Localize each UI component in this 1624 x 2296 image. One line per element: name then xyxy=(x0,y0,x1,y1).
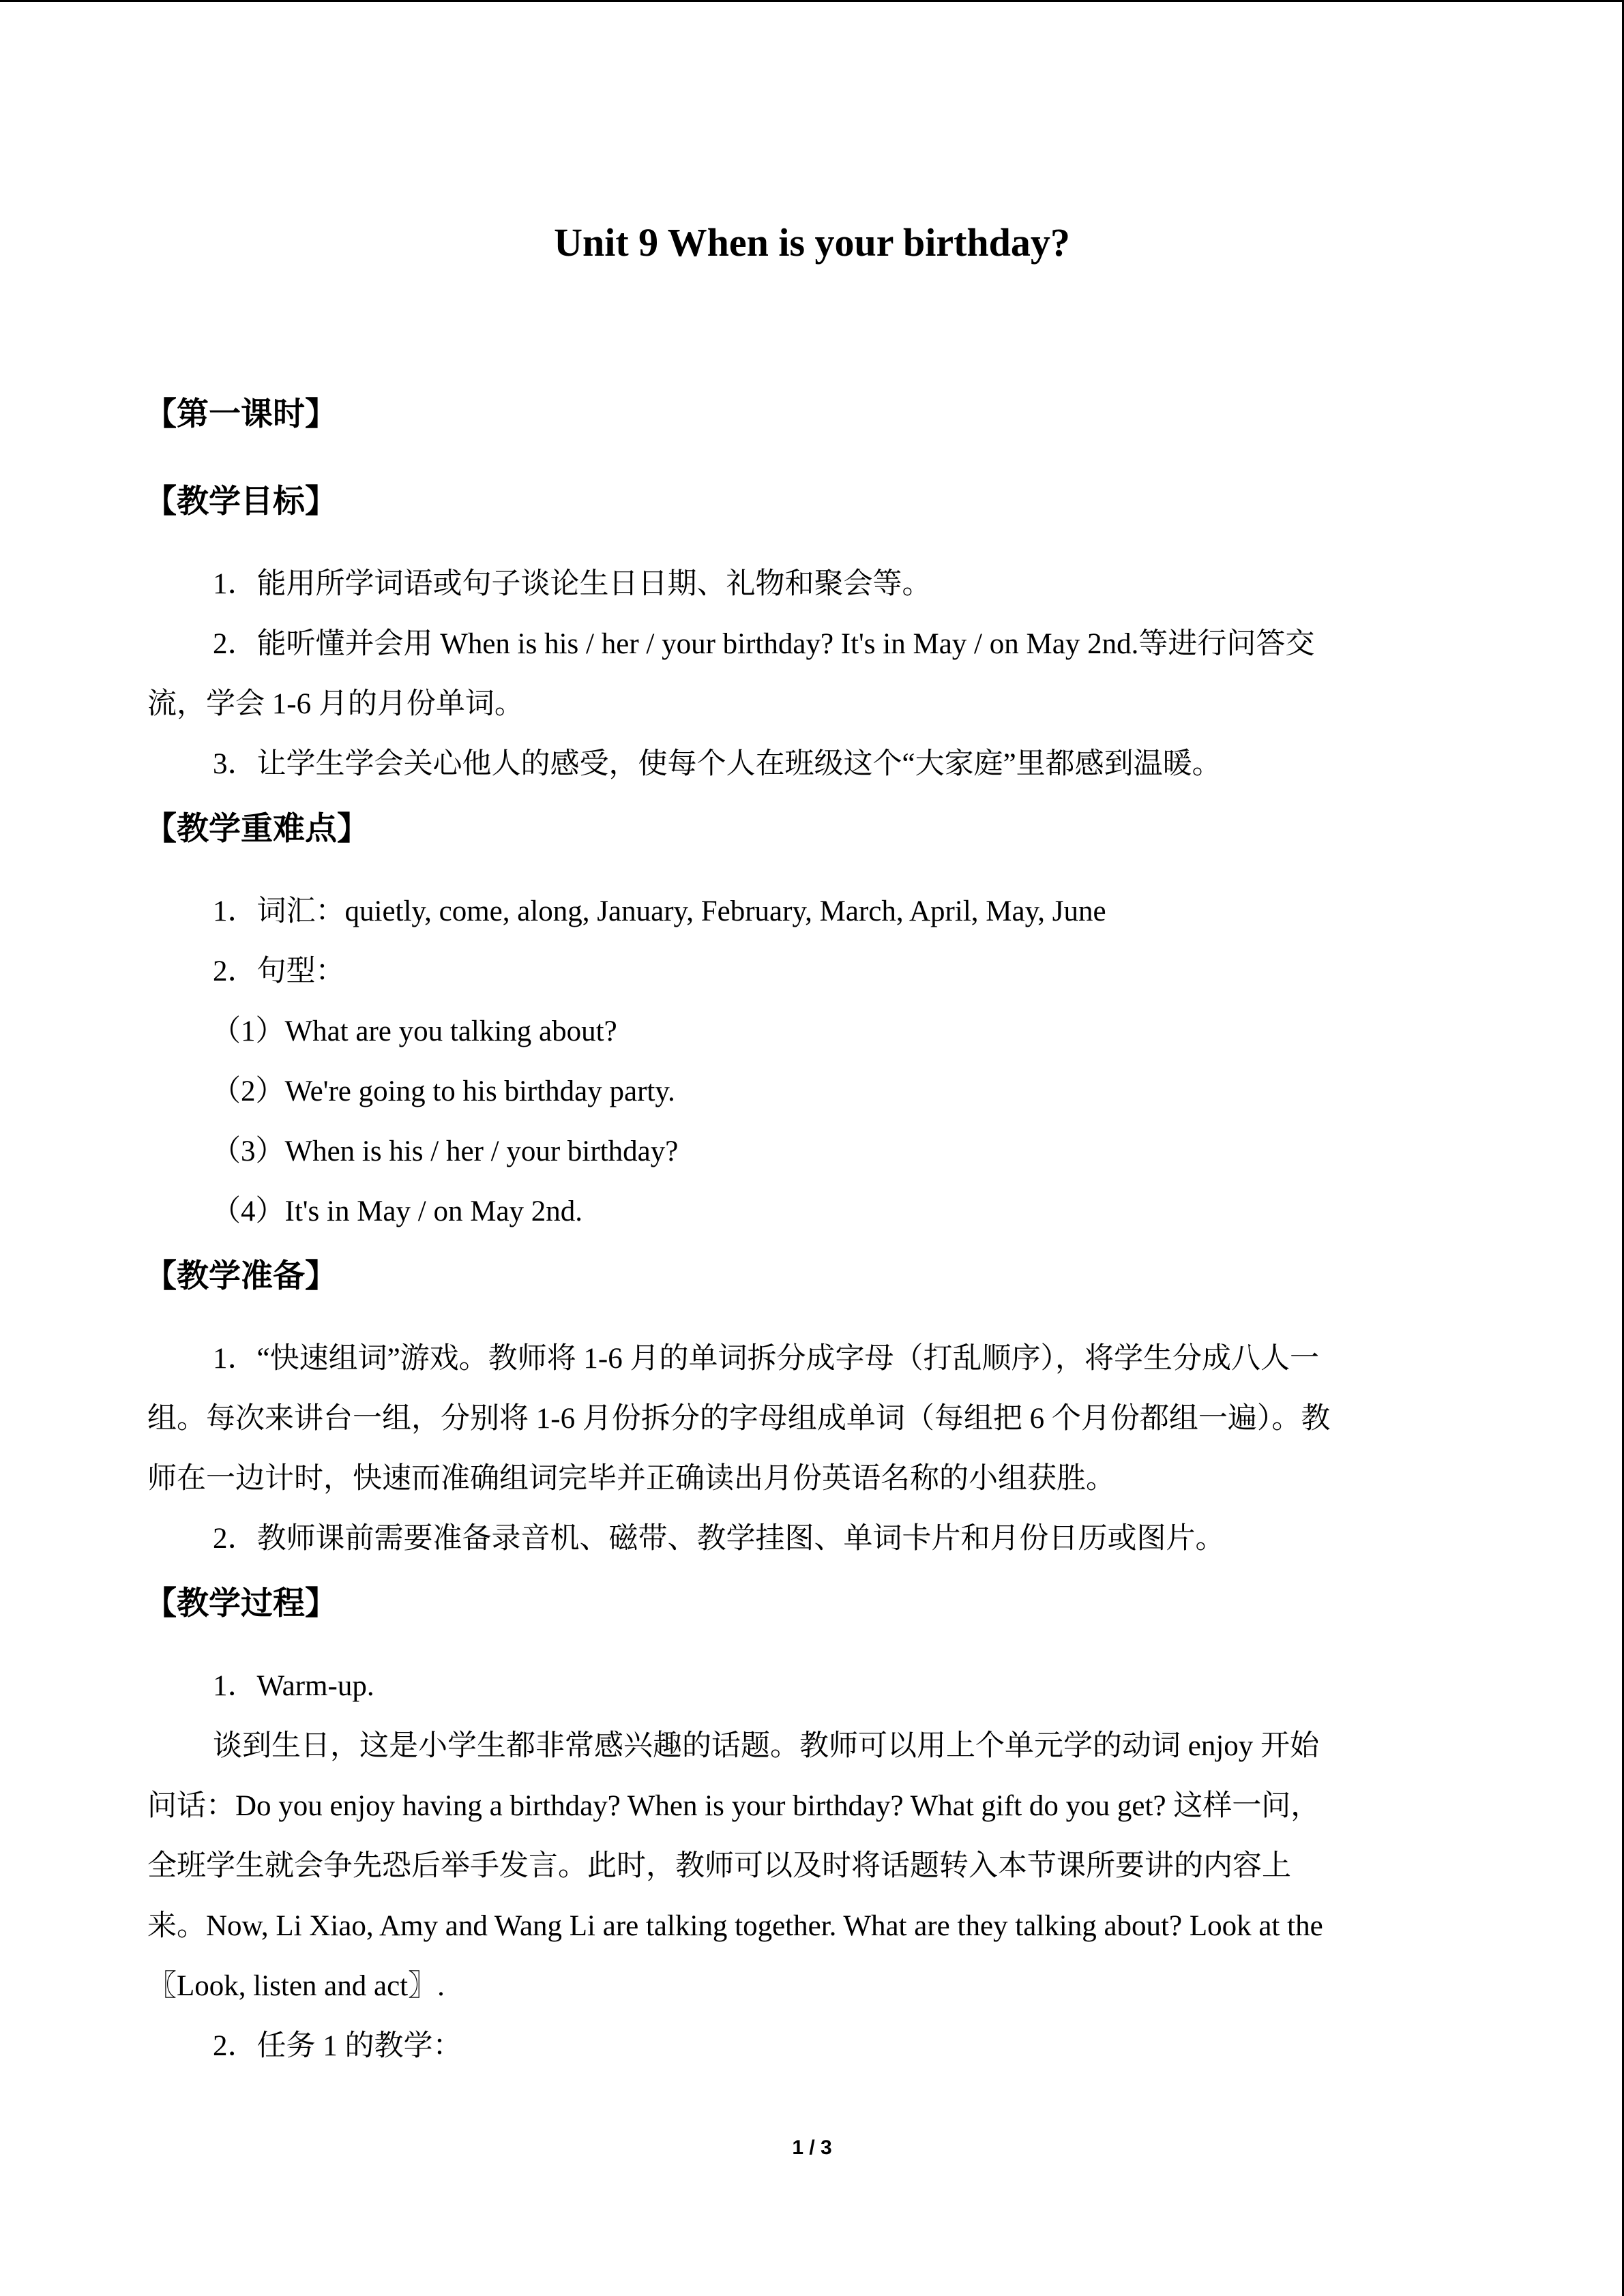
heading-preparation: 【教学准备】 xyxy=(145,1257,337,1295)
process-step: 1．Warm-up. xyxy=(213,1670,374,1702)
preparation-item-continued: 组。每次来讲台一组，分别将 1-6 月份拆分的字母组成单词（每组把 6 个月份都组一遍）。教 xyxy=(147,1403,1331,1435)
sentence-item: （3）When is his / her / your birthday? xyxy=(211,1135,679,1167)
process-paragraph-continued: 〖Look, listen and act〗. xyxy=(147,1970,445,2002)
process-step: 2．任务 1 的教学： xyxy=(213,2030,462,2062)
preparation-item-continued: 师在一边计时，快速而准确组词完毕并正确读出月份英语名称的小组获胜。 xyxy=(147,1463,1115,1495)
preparation-item: 2．教师课前需要准备录音机、磁带、教学挂图、单词卡片和月份日历或图片。 xyxy=(213,1523,1225,1555)
heading-objectives: 【教学目标】 xyxy=(145,483,337,520)
sentence-item: （1）What are you talking about? xyxy=(211,1015,617,1047)
sentence-item: （4）It's in May / on May 2nd. xyxy=(211,1195,583,1227)
page-number: 1 / 3 xyxy=(792,2136,832,2159)
process-paragraph-continued: 全班学生就会争先恐后举手发言。此时，教师可以及时将话题转入本节课所要讲的内容上 xyxy=(147,1850,1291,1882)
objective-item: 2．能听懂并会用 When is his / her / your birthday? It's in May / on May 2nd.等进行问答交 xyxy=(213,628,1315,660)
key-point-sentences-label: 2．句型： xyxy=(213,955,345,987)
sentence-item: （2）We're going to his birthday party. xyxy=(211,1075,675,1107)
heading-lesson: 【第一课时】 xyxy=(145,396,337,433)
key-point-vocab: 1．词汇：quietly, come, along, January, February, March, April, May, June xyxy=(213,895,1106,927)
process-paragraph-continued: 来。Now, Li Xiao, Amy and Wang Li are talking together. What are they talking about? Look at the xyxy=(147,1910,1323,1942)
document-title: Unit 9 When is your birthday? xyxy=(554,220,1070,265)
heading-key-points: 【教学重难点】 xyxy=(145,810,369,848)
preparation-item: 1．“快速组词”游戏。教师将 1-6 月的单词拆分成字母（打乱顺序），将学生分成八人一 xyxy=(213,1343,1319,1375)
process-paragraph-continued: 问话：Do you enjoy having a birthday? When is your birthday? What gift do you get? 这样一问， xyxy=(147,1790,1320,1822)
objective-item: 1．能用所学词语或句子谈论生日日期、礼物和聚会等。 xyxy=(213,568,932,600)
process-paragraph: 谈到生日，这是小学生都非常感兴趣的话题。教师可以用上个单元学的动词 enjoy 开始 xyxy=(213,1730,1320,1762)
objective-item-continued: 流，学会 1-6 月的月份单词。 xyxy=(147,688,524,720)
heading-process: 【教学过程】 xyxy=(145,1585,337,1622)
objective-item: 3．让学生学会关心他人的感受，使每个人在班级这个“大家庭”里都感到温暖。 xyxy=(213,748,1222,780)
